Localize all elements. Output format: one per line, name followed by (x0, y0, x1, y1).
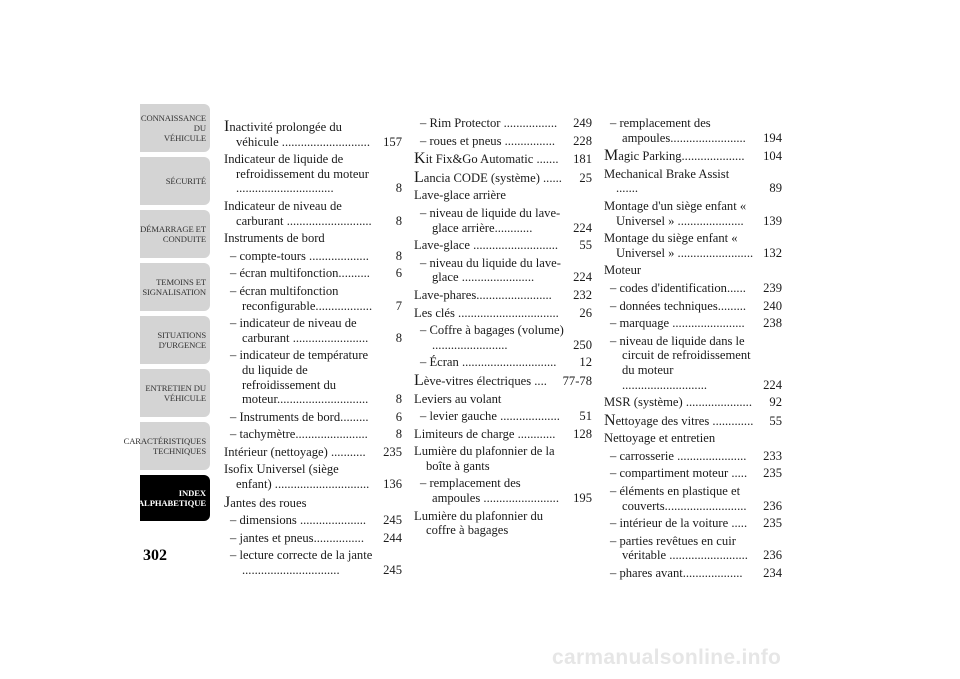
index-letter-initial: N (604, 411, 616, 429)
index-entry (604, 149, 782, 164)
chapter-tab[interactable] (140, 210, 210, 258)
index-entry-text (224, 199, 402, 228)
index-page-ref[interactable]: 26 (576, 306, 592, 321)
index-entry-text (230, 427, 402, 442)
index-page-ref[interactable]: 224 (570, 221, 592, 236)
index-page-ref[interactable]: 25 (576, 171, 592, 186)
chapter-tab-line-2: TECHNIQUES (153, 446, 206, 456)
index-entry-text (604, 263, 782, 278)
index-entry-label: – niveau de liquide dans le circuit de refroidissement du moteur ........................... (610, 333, 751, 392)
index-page-ref[interactable]: 8 (393, 181, 402, 196)
index-page-ref[interactable]: 157 (380, 135, 402, 150)
index-entry-text (230, 316, 402, 345)
index-page-ref[interactable]: 235 (380, 445, 402, 460)
index-entry-text (610, 334, 782, 392)
index-entry (224, 462, 402, 491)
index-entry-label: Indicateur de liquide de refroidissement du moteur ............................... (224, 152, 369, 196)
chapter-tab-line-2: ALPHABETIQUE (137, 498, 206, 508)
index-letter-initial: I (224, 118, 230, 135)
index-page-ref[interactable]: 8 (393, 392, 402, 407)
index-subentry (414, 323, 592, 352)
index-entry (414, 238, 592, 253)
index-subentry (224, 316, 402, 345)
index-entry-text (420, 256, 592, 285)
index-entry-label: ettoyage des vitres ............. (615, 413, 754, 428)
index-entry-label: – écran multifonction.......... (230, 266, 370, 281)
index-entry-label: – intérieur de la voiture ..... (610, 516, 748, 531)
index-entry-text (230, 410, 402, 425)
index-entry-label: – Écran .............................. (420, 355, 557, 370)
watermark: carmanualsonline.info (552, 646, 782, 669)
index-page-ref[interactable]: 92 (766, 395, 782, 410)
index-entry-label: ancia CODE (système) ...... (423, 170, 562, 185)
index-entry-text (414, 509, 592, 538)
index-entry-text (420, 134, 592, 149)
index-page-ref[interactable]: 181 (570, 152, 592, 167)
index-entry-label: Lave-glace ........................... (414, 238, 559, 253)
index-page-ref[interactable]: 245 (380, 513, 402, 528)
index-entry (604, 431, 782, 446)
index-page-ref[interactable]: 77-78 (560, 374, 592, 389)
index-page-ref[interactable]: 250 (570, 338, 592, 353)
index-page-ref[interactable]: 55 (766, 414, 782, 429)
index-entry-text (230, 513, 402, 528)
chapter-tab-line-1: TEMOINS ET (156, 277, 206, 287)
index-entry-text (610, 516, 782, 531)
index-subentry (414, 206, 592, 235)
index-entry-text (604, 167, 782, 196)
chapter-tab-label (142, 277, 206, 297)
index-entry (224, 231, 402, 246)
index-entry-text (224, 231, 402, 246)
index-page-ref[interactable]: 236 (760, 499, 782, 514)
index-entry-text (230, 284, 402, 313)
index-entry-text (414, 427, 592, 442)
index-subentry (224, 266, 402, 281)
index-entry (414, 288, 592, 303)
index-entry-text (610, 116, 782, 145)
index-entry-text (610, 281, 782, 296)
index-entry-text (224, 152, 402, 196)
index-entry-text (230, 249, 402, 264)
index-column-1 (224, 116, 402, 581)
index-entry (604, 263, 782, 278)
index-page-ref[interactable]: 51 (576, 409, 592, 424)
index-letter-initial: L (414, 168, 424, 186)
index-entry-text (604, 431, 782, 446)
index-page-ref[interactable]: 236 (760, 548, 782, 563)
chapter-tab-line-2: VÉHICULE (163, 133, 206, 143)
index-entry-label: Indicateur de niveau de carburant ........................... (224, 198, 372, 228)
index-entry-label: Instruments de bord (224, 231, 325, 246)
index-entry-text (420, 355, 592, 370)
index-entry-label: – lecture correcte de la jante ............................... (230, 548, 373, 578)
index-entry-text (604, 231, 782, 260)
page-number: 302 (143, 547, 167, 564)
index-entry-label: Montage d'un siège enfant « Universel » ..................... (604, 198, 747, 228)
index-subentry (604, 484, 782, 513)
index-subentry (414, 256, 592, 285)
index-subentry (414, 355, 592, 370)
index-subentry (604, 566, 782, 581)
index-entry (414, 427, 592, 442)
index-entry-label: Lave-glace arrière (414, 188, 506, 203)
index-entry-label: Montage du siège enfant « Universel » ........................ (604, 231, 754, 260)
index-page-ref[interactable]: 245 (380, 563, 402, 578)
index-page-ref[interactable]: 136 (380, 477, 402, 492)
index-entry (414, 371, 592, 389)
chapter-tab-label (157, 330, 206, 350)
index-page-ref[interactable]: 8 (393, 427, 402, 442)
index-entry-label: – niveau du liquide du lave-glace ....................... (420, 255, 561, 285)
index-page-ref[interactable]: 235 (760, 516, 782, 531)
chapter-tab-label (138, 488, 206, 508)
index-entry-label: – tachymètre....................... (230, 427, 368, 442)
chapter-tab-line-2: CONDUITE (162, 234, 206, 244)
index-page-ref[interactable]: 128 (570, 427, 592, 442)
chapter-tab-label (140, 224, 206, 244)
index-entry-text (420, 323, 592, 352)
index-entry-text (604, 199, 782, 228)
index-page-ref[interactable]: 6 (393, 410, 402, 425)
chapter-tab[interactable] (140, 263, 210, 311)
index-entry-label: Lave-phares........................ (414, 287, 552, 302)
index-entry-label: Leviers au volant (414, 391, 502, 406)
chapter-tab-label (124, 436, 206, 456)
index-subentry (604, 116, 782, 145)
index-column-2 (414, 116, 592, 541)
index-entry (414, 444, 592, 473)
index-page-ref[interactable]: 238 (760, 316, 782, 331)
index-page-ref[interactable]: 139 (760, 214, 782, 229)
index-page-ref[interactable]: 224 (760, 378, 782, 393)
index-page-ref[interactable]: 239 (760, 281, 782, 296)
index-subentry (604, 466, 782, 481)
index-entry-label: – carrosserie ...................... (610, 448, 747, 463)
index-subentry (604, 449, 782, 464)
index-entry (224, 120, 402, 149)
index-entry-label: nactivité prolongée du véhicule ............................ (229, 120, 370, 149)
index-subentry (604, 299, 782, 314)
index-entry-label: Limiteurs de charge ............ (414, 426, 556, 441)
index-entry-label: – remplacement des ampoules ........................ (420, 476, 559, 506)
chapter-tab-line-2: VÉHICULE (163, 393, 206, 403)
index-entry-text (230, 531, 402, 546)
index-entry-text (230, 266, 402, 281)
index-entry-text (224, 462, 402, 491)
index-letter-initial: J (224, 493, 231, 511)
index-entry-text (414, 444, 592, 473)
index-page-ref[interactable]: 194 (760, 131, 782, 146)
index-entry-label: Nettoyage et entretien (604, 431, 716, 446)
index-page-ref[interactable]: 235 (760, 466, 782, 481)
index-entry-label: – indicateur de niveau de carburant ........................ (230, 316, 369, 345)
index-subentry (224, 427, 402, 442)
index-entry-label: – codes d'identification...... (610, 280, 746, 295)
index-entry-label: MSR (système) ..................... (604, 395, 752, 410)
index-page-ref[interactable]: 8 (393, 331, 402, 346)
index-page-ref[interactable]: 249 (570, 116, 592, 131)
index-letter-initial: L (414, 371, 424, 389)
index-page-ref[interactable]: 104 (760, 149, 782, 164)
index-entry (604, 167, 782, 196)
index-subentry (224, 410, 402, 425)
chapter-tab-line-2: D'URGENCE (158, 340, 206, 350)
index-page-ref[interactable]: 6 (393, 266, 402, 281)
index-page-ref[interactable]: 8 (393, 214, 402, 229)
index-entry (604, 395, 782, 410)
index-subentry (604, 516, 782, 531)
index-subentry (604, 281, 782, 296)
index-page-ref[interactable]: 132 (760, 246, 782, 261)
chapter-tab-line-1: INDEX (178, 488, 206, 498)
chapter-tab[interactable] (137, 475, 210, 521)
index-entry-text (224, 445, 402, 460)
index-page-ref[interactable]: 240 (760, 299, 782, 314)
index-letter-initial: K (414, 150, 426, 168)
index-subentry (224, 284, 402, 313)
index-entry-text (420, 476, 592, 505)
index-entry-label: – écran multifonction reconfigurable.................. (230, 283, 373, 313)
index-entry-label: – compte-tours ................... (230, 248, 369, 263)
chapter-tab[interactable] (140, 369, 210, 417)
index-entry-text (420, 409, 592, 424)
index-entry-label: – jantes et pneus................ (230, 530, 364, 545)
index-entry-text (610, 466, 782, 481)
index-entry-label: – parties revêtues en cuir véritable ......................... (610, 533, 748, 563)
index-subentry (224, 513, 402, 528)
chapter-tab[interactable] (140, 104, 210, 152)
index-entry (224, 152, 402, 196)
index-entry-text (414, 238, 592, 253)
index-entry (414, 152, 592, 167)
index-entry-label: – niveau de liquide du lave-glace arrière............ (420, 205, 561, 235)
index-entry-text (224, 120, 402, 149)
index-page-ref[interactable]: 195 (570, 491, 592, 506)
index-entry-label: Mechanical Brake Assist ....... (604, 166, 730, 196)
index-entry-label: Intérieur (nettoyage) ........... (224, 444, 366, 459)
index-entry-text (610, 566, 782, 581)
chapter-tab[interactable] (140, 316, 210, 364)
index-entry-label: Moteur (604, 263, 642, 278)
index-entry-text (610, 299, 782, 314)
chapter-tab-label (166, 176, 206, 186)
index-subentry (414, 116, 592, 131)
index-subentry (224, 531, 402, 546)
chapter-tab[interactable] (123, 422, 210, 470)
index-entry-text (414, 168, 592, 186)
index-entry (224, 199, 402, 228)
index-page-ref[interactable]: 12 (576, 355, 592, 370)
index-entry (414, 509, 592, 538)
index-subentry (604, 534, 782, 563)
index-subentry (604, 316, 782, 331)
chapter-tab-label (145, 383, 206, 403)
index-entry-label: Lumière du plafonnier du coffre à bagages (414, 508, 544, 538)
index-page-ref[interactable]: 89 (766, 181, 782, 196)
index-entry-label: – remplacement des ampoules........................ (610, 116, 746, 145)
index-entry-label: – roues et pneus ................ (420, 133, 556, 148)
index-entry-text (224, 493, 402, 511)
index-entry-label: – phares avant................... (610, 566, 743, 581)
index-subentry (414, 409, 592, 424)
chapter-tab-line-1: CARACTÉRISTIQUES (123, 436, 206, 446)
index-page-ref[interactable]: 228 (570, 134, 592, 149)
index-entry-text (604, 395, 782, 410)
index-entry-label: – indicateur de température du liquide de refroidissement du moteur............................. (230, 348, 369, 407)
index-page-ref[interactable]: 224 (570, 270, 592, 285)
chapter-tab-line-2: SIGNALISATION (142, 287, 206, 297)
index-entry-label: – levier gauche ................... (420, 409, 560, 424)
index-page-ref[interactable]: 7 (393, 299, 402, 314)
index-entry-label: – dimensions ..................... (230, 513, 367, 528)
index-entry-text (414, 392, 592, 407)
index-entry (604, 411, 782, 429)
index-entry-label: ève-vitres électriques .... (423, 373, 547, 388)
index-page-ref[interactable]: 234 (760, 566, 782, 581)
chapter-tabs (123, 104, 210, 526)
index-entry (414, 168, 592, 186)
index-page-ref[interactable]: 8 (393, 249, 402, 264)
index-entry-label: it Fix&Go Automatic ....... (425, 152, 559, 167)
index-entry-text (610, 449, 782, 464)
index-entry-text (604, 149, 782, 164)
index-entry (414, 306, 592, 321)
index-entry (604, 231, 782, 260)
index-subentry (224, 548, 402, 577)
index-entry-text (610, 316, 782, 331)
index-entry-label: – marquage ....................... (610, 316, 745, 331)
index-subentry (414, 476, 592, 505)
index-entry-text (414, 288, 592, 303)
index-entry-text (414, 188, 592, 203)
index-entry-label: – Instruments de bord......... (230, 409, 369, 424)
chapter-tab-line-1: SITUATIONS (157, 330, 206, 340)
index-entry (604, 199, 782, 228)
index-page-ref[interactable]: 244 (380, 531, 402, 546)
index-entry-label: – éléments en plastique et couverts.......................... (610, 484, 747, 513)
index-entry-label: agic Parking.................... (618, 149, 745, 164)
index-page-ref[interactable]: 55 (576, 238, 592, 253)
index-entry-label: Les clés ................................ (414, 305, 559, 320)
chapter-tab-line-1: CONNAISSANCE DU (140, 113, 206, 133)
chapter-tab-label (140, 113, 206, 143)
index-entry-label: – compartiment moteur ..... (610, 466, 748, 481)
index-page-ref[interactable]: 233 (760, 449, 782, 464)
chapter-tab-line-1: SÉCURITÉ (165, 176, 206, 186)
index-entry-label: – Rim Protector ................. (420, 116, 558, 130)
index-letter-initial: M (604, 147, 619, 165)
index-entry-text (420, 116, 592, 131)
index-subentry (224, 348, 402, 406)
index-entry-text (230, 548, 402, 577)
index-entry-text (610, 484, 782, 513)
index-page-ref[interactable]: 232 (570, 288, 592, 303)
index-column-3 (604, 116, 782, 584)
index-entry-text (604, 411, 782, 429)
index-entry (414, 392, 592, 407)
index-subentry (414, 134, 592, 149)
index-entry-label: – données techniques......... (610, 298, 747, 313)
index-subentry (224, 249, 402, 264)
chapter-tab[interactable] (140, 157, 210, 205)
index-entry-label: Isofix Universel (siège enfant) .............................. (224, 462, 370, 492)
index-entry-text (420, 206, 592, 235)
chapter-tab-line-1: DÉMARRAGE ET (140, 224, 206, 234)
index-entry-text (414, 152, 592, 167)
index-entry-label: antes des roues (230, 495, 307, 510)
index-entry-text (414, 306, 592, 321)
index-entry (224, 493, 402, 511)
index-entry-text (610, 534, 782, 563)
index-entry-label: Lumière du plafonnier de la boîte à gants (414, 444, 555, 473)
index-entry (414, 188, 592, 203)
index-entry-label: – Coffre à bagages (volume) ........................ (420, 323, 564, 352)
chapter-tab-line-1: ENTRETIEN DU (145, 383, 206, 393)
index-subentry (604, 334, 782, 392)
index-entry-text (230, 348, 402, 406)
index-entry (224, 445, 402, 460)
